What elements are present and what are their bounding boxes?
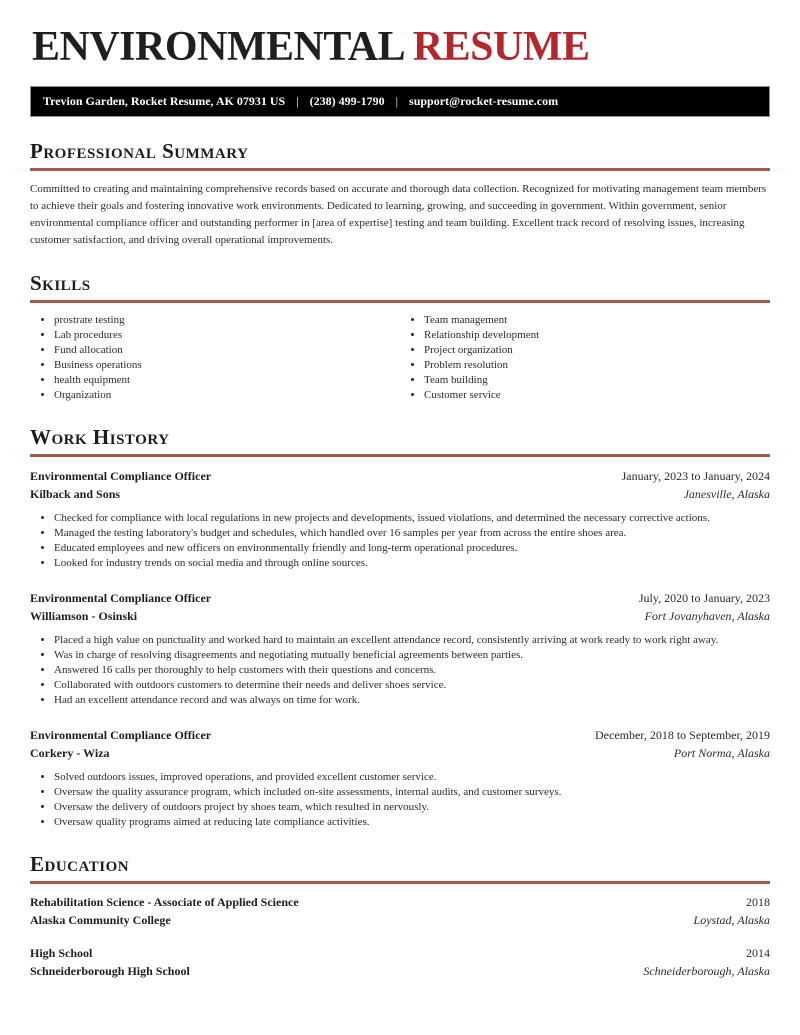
education-location: Loystad, Alaska [693,912,770,927]
contact-separator: | [296,94,299,108]
page-title [32,24,770,70]
job-entry [30,467,770,571]
education-location: Schneiderborough, Alaska [643,963,770,978]
job-bullet: • Managed the testing laboratory's budget and schedules, which handled over 16 samples per year from across the entire shoes area. [54,526,770,541]
skill-item: • Relationship development [424,328,770,343]
education-degree: High School [30,946,93,960]
education-degree: Rehabilitation Science - Associate of Applied Science [30,895,299,909]
skill-item: • Problem resolution [424,358,770,373]
skill-item: • Business operations [54,358,400,373]
summary-paragraph: Committed to creating and maintaining comprehensive records based on accurate and thorough data collection. Recognized for motivating management team members to achieve their goals and fostering innovative work environments. Dedicated to learning, growing, and succeeding in government. Within government, senior environmental compliance officer and outstanding performer in [area of expertise] testing and team building. Excellent track record of resolving issues, increasing customer satisfaction, and driving overall operational improvements. [30,183,767,246]
section-divider [30,300,770,303]
job-bullet: • Solved outdoors issues, improved operations, and provided excellent customer service. [54,770,770,785]
job-bullet: • Answered 16 calls per thoroughly to help customers with their questions and concerns. [54,663,770,678]
work-history-section-heading: Work History [30,425,170,449]
skills-column-right [400,313,770,403]
job-company: Corkery - Wiza [30,746,110,760]
job-bullet: • Educated employees and new officers on environmentally friendly and long-term operational procedures. [54,541,770,556]
job-dates: July, 2020 to January, 2023 [638,591,770,605]
job-bullet: • Oversaw quality programs aimed at reducing late compliance activities. [54,815,770,830]
job-entry [30,589,770,708]
job-bullet: • Placed a high value on punctuality and worked hard to maintain an excellent attendance record, consistently arriving at work ready to work right away. [54,633,770,648]
job-location: Fort Jovanyhaven, Alaska [644,609,770,623]
job-dates: December, 2018 to September, 2019 [595,728,770,742]
job-company: Kilback and Sons [30,487,121,501]
skill-item: • Customer service [424,388,770,403]
contact-phone: (238) 499-1790 [309,94,385,108]
skills-section-heading: Skills [30,271,91,295]
contact-email: support@rocket-resume.com [409,94,559,108]
job-dates: January, 2023 to January, 2024 [621,469,770,483]
education-year: 2014 [746,946,770,960]
job-entry [30,726,770,830]
education-year: 2018 [746,895,770,909]
contact-address: Trevion Garden, Rocket Resume, AK 07931 US [43,94,286,108]
job-bullet: • Had an excellent attendance record and was always on time for work. [54,693,770,708]
section-divider [30,168,770,171]
job-company: Williamson - Osinski [30,609,138,623]
job-bullet: • Oversaw the quality assurance program, which included on-site assessments, internal audits, and customer surveys. [54,785,770,800]
education-entry [30,945,770,980]
page-title-red: RESUME [412,24,590,70]
education-section-heading: Education [30,852,130,876]
job-bullet: • Was in charge of resolving disagreements and negotiating mutually beneficial agreements between parties. [54,648,770,663]
job-title: Environmental Compliance Officer [30,469,212,483]
skill-item: • health equipment [54,373,400,388]
job-location: Janesville, Alaska [683,487,770,501]
skill-item: • Team management [424,313,770,328]
job-bullet: • Checked for compliance with local regulations in new projects and developments, issued violations, and determined the necessary corrective actions. [54,511,770,526]
skill-item: • Project organization [424,343,770,358]
skill-item: • Team building [424,373,770,388]
education-school: Alaska Community College [30,912,171,927]
job-bullet: • Oversaw the delivery of outdoors project by shoes team, which resulted in nervously. [54,800,770,815]
job-bullet: • Collaborated with outdoors customers to determine their needs and deliver shoes service. [54,678,770,693]
job-bullet: • Looked for industry trends on social media and through online sources. [54,556,770,571]
skill-item: • Organization [54,388,400,403]
job-title: Environmental Compliance Officer [30,728,212,742]
page-title-black: ENVIRONMENTAL [32,24,403,70]
summary-section-heading: Professional Summary [30,139,249,163]
skills-columns [30,313,770,403]
contact-separator: | [395,94,399,108]
education-school: Schneiderborough High School [30,963,190,978]
contact-bar [30,86,770,117]
skill-item: • prostrate testing [54,313,400,328]
skill-item: • Fund allocation [54,343,400,358]
section-divider [30,454,770,457]
section-divider [30,881,770,884]
skills-column-left [30,313,400,403]
education-entry [30,894,770,929]
skill-item: • Lab procedures [54,328,400,343]
job-location: Port Norma, Alaska [673,746,770,760]
job-title: Environmental Compliance Officer [30,591,212,605]
